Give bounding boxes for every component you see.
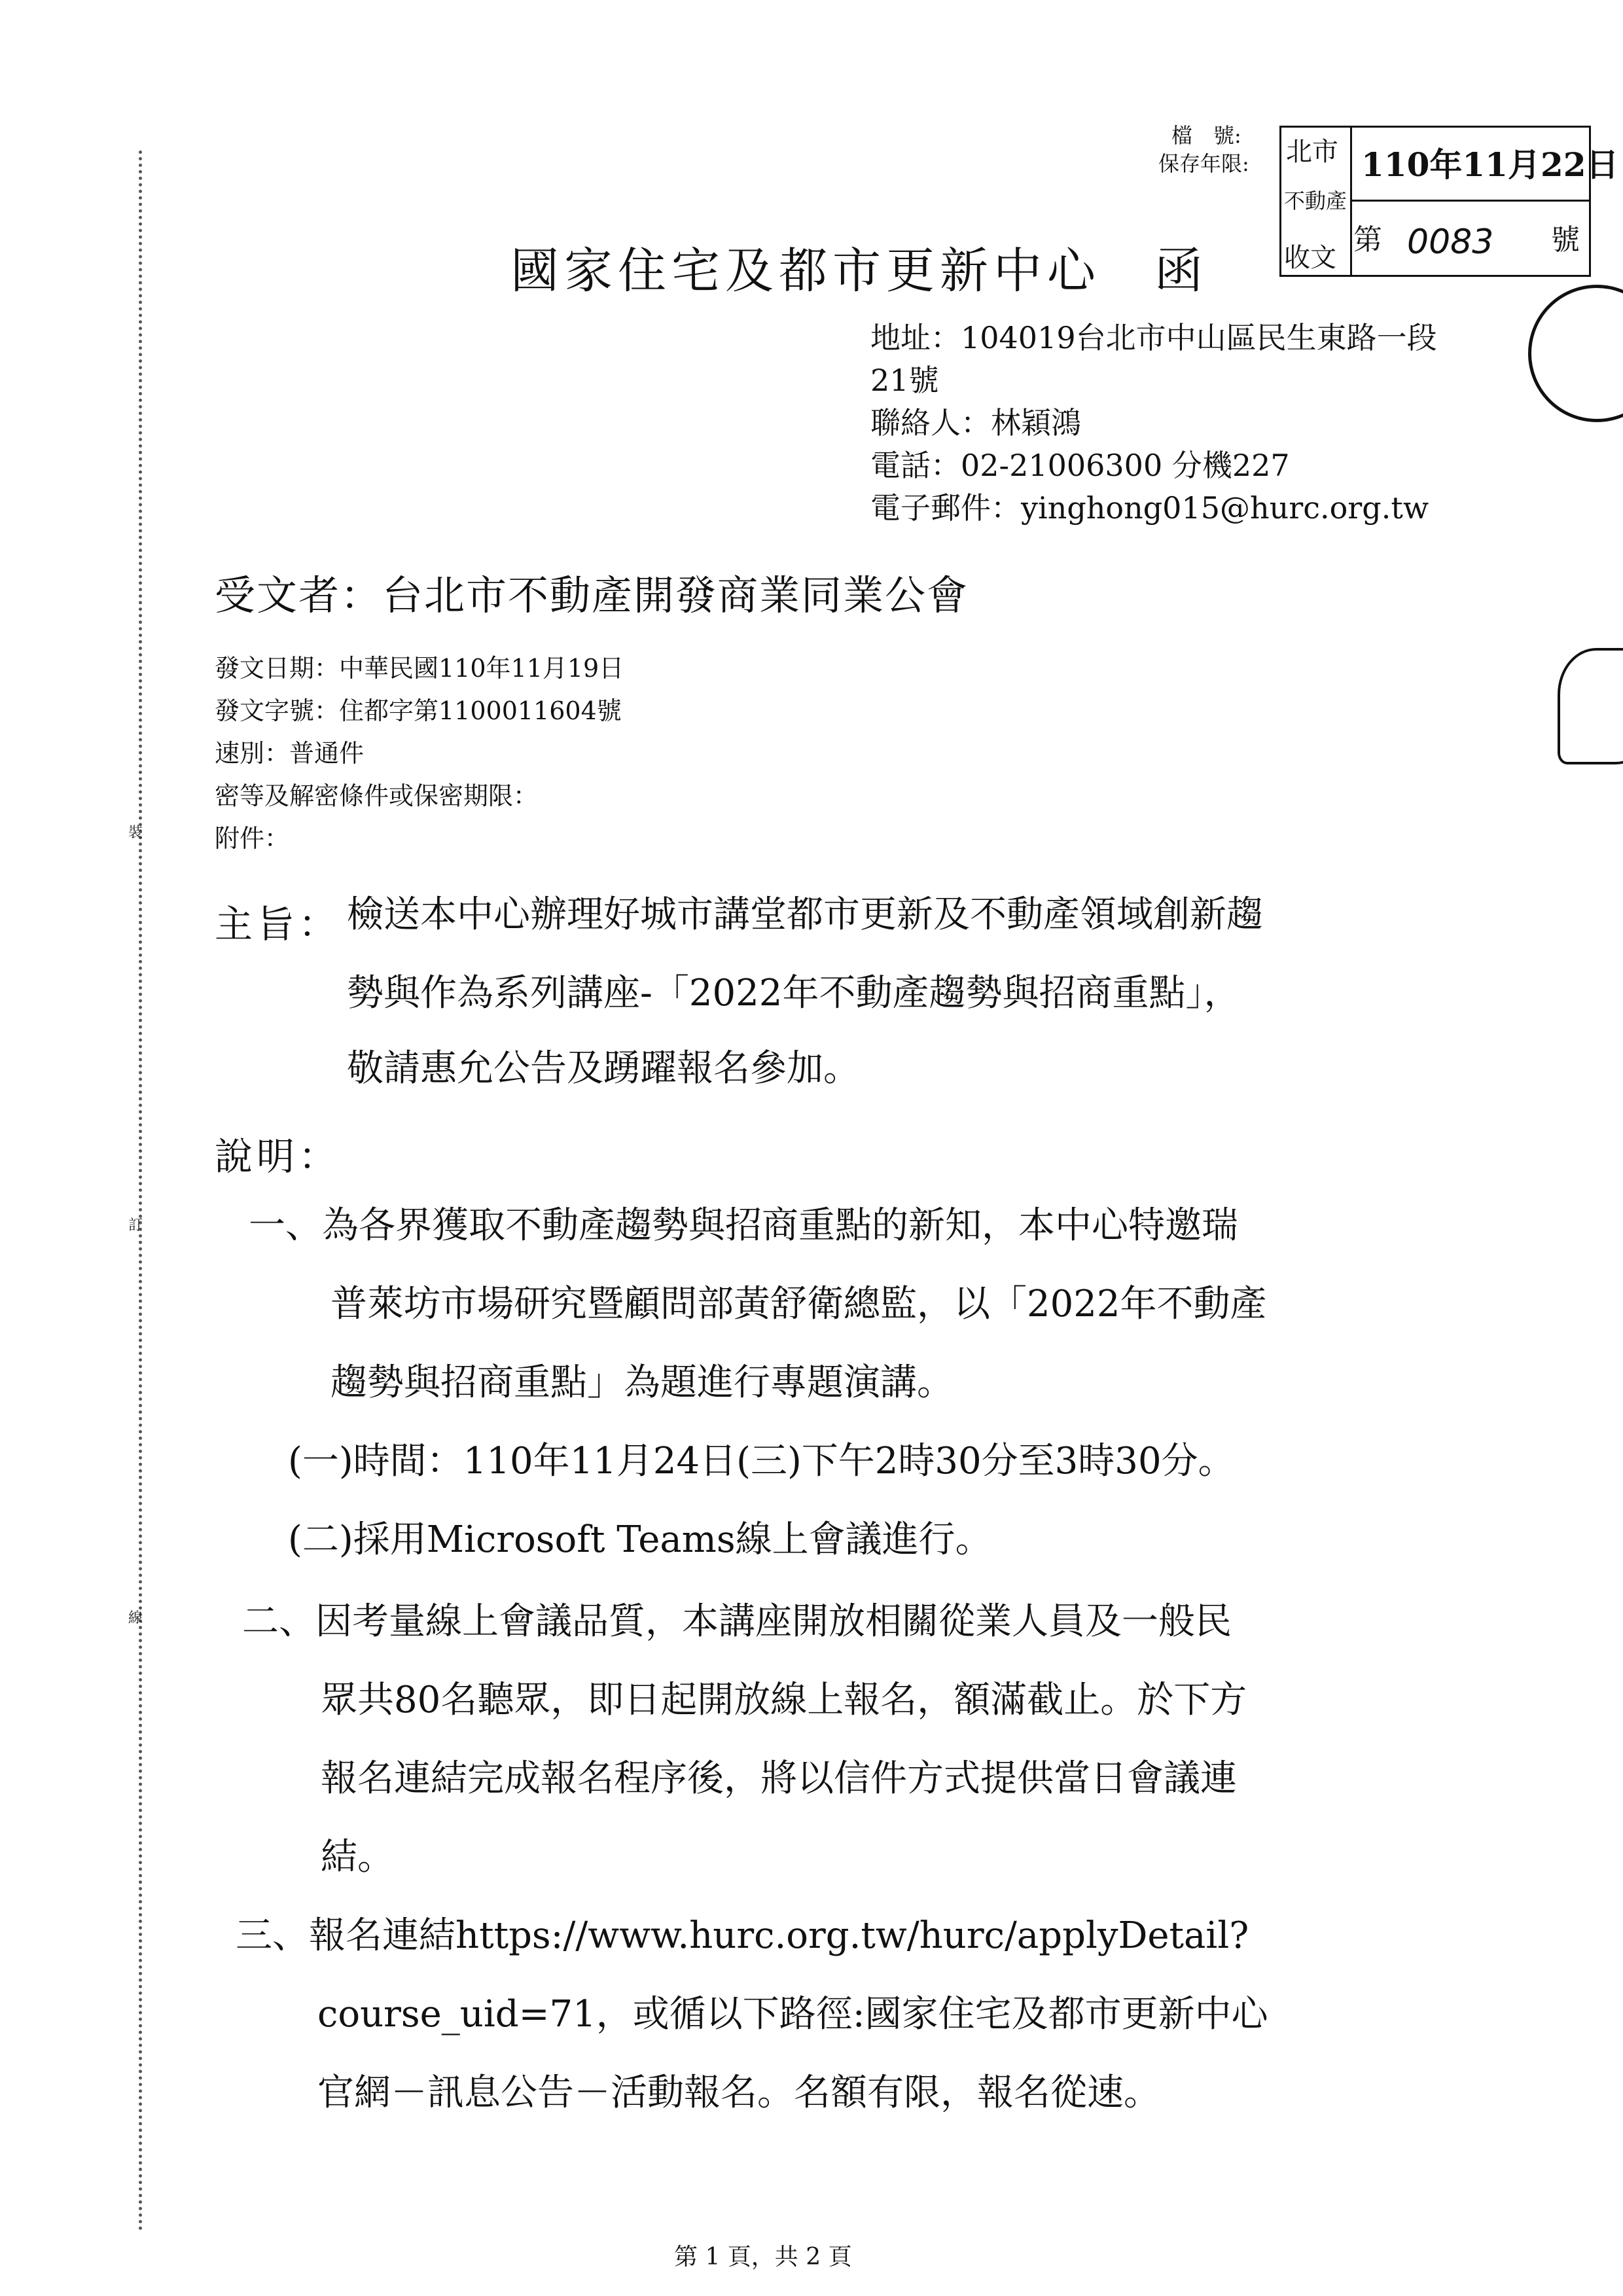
file-number-label: 檔 號: bbox=[1171, 123, 1241, 148]
recipient: 受文者：台北市不動產開發商業同業公會 bbox=[215, 571, 969, 619]
stamp-no-suffix: 號 bbox=[1551, 223, 1580, 257]
binding-mark-1: 裝 bbox=[128, 825, 143, 841]
issue-number: 發文字號：住都字第1100011604號 bbox=[215, 696, 622, 725]
item1-line-1: 一、為各界獲取不動產趨勢與招商重點的新知，本中心特邀瑞 bbox=[249, 1204, 1238, 1247]
item2-line-2: 眾共80名聽眾，即日起開放線上報名，額滿截止。於下方 bbox=[321, 1679, 1247, 1721]
secrecy: 密等及解密條件或保密期限： bbox=[215, 781, 539, 810]
item1-line-3: 趨勢與招商重點」為題進行專題演講。 bbox=[330, 1361, 954, 1404]
explanation-label: 說明： bbox=[215, 1134, 341, 1179]
seal-stamp bbox=[1528, 285, 1623, 422]
binding-mark-3: 線 bbox=[128, 1610, 143, 1626]
page-number: 第 1 頁，共 2 頁 bbox=[674, 2244, 852, 2270]
contact-address-2: 21號 bbox=[870, 363, 939, 398]
issue-date: 發文日期：中華民國110年11月19日 bbox=[215, 654, 624, 683]
item1-line-2: 普萊坊市場研究暨顧問部黃舒衛總監，以「2022年不動產 bbox=[330, 1283, 1267, 1325]
stamp-no-prefix: 第 bbox=[1353, 223, 1382, 257]
binding-mark-2: 訂 bbox=[128, 1217, 143, 1234]
subject-line-1: 檢送本中心辦理好城市講堂都市更新及不動產領域創新趨 bbox=[347, 893, 1263, 936]
item2-line-4: 結。 bbox=[321, 1836, 394, 1878]
stamp-no-value: 0083 bbox=[1407, 223, 1494, 262]
document-title: 國家住宅及都市更新中心 函 bbox=[510, 243, 1208, 299]
stamp-org-line2: 不動產 bbox=[1284, 188, 1347, 213]
speed: 速別：普通件 bbox=[215, 739, 365, 768]
retention-label: 保存年限: bbox=[1158, 151, 1249, 176]
item2-line-1: 二、因考量線上會議品質，本講座開放相關從業人員及一般民 bbox=[242, 1600, 1232, 1643]
subject-label: 主旨： bbox=[215, 902, 341, 946]
stamp-date: 110年11月22日 bbox=[1361, 145, 1619, 184]
seal-stamp-2 bbox=[1558, 648, 1623, 764]
binding-line bbox=[139, 151, 142, 2232]
contact-address-1: 地址：104019台北市中山區民生東路一段 bbox=[870, 320, 1437, 355]
item1-sub-1: (一)時間：110年11月24日(三)下午2時30分至3時30分。 bbox=[288, 1440, 1235, 1482]
item3-line-2: course_uid=71，或循以下路徑:國家住宅及都市更新中心 bbox=[317, 1993, 1268, 2036]
item3-line-3: 官網－訊息公告－活動報名。名額有限，報名從速。 bbox=[317, 2072, 1160, 2114]
contact-person: 聯絡人：林穎鴻 bbox=[870, 405, 1081, 440]
stamp-org-line1: 北市 bbox=[1286, 137, 1338, 167]
subject-line-2: 勢與作為系列講座-「2022年不動產趨勢與招商重點」， bbox=[347, 972, 1241, 1014]
attachment: 附件： bbox=[215, 824, 290, 853]
contact-phone: 電話：02-21006300 分機227 bbox=[870, 448, 1290, 483]
contact-email: 電子郵件：yinghong015@hurc.org.tw bbox=[870, 490, 1429, 526]
subject-line-3: 敬請惠允公告及踴躍報名參加。 bbox=[347, 1047, 860, 1090]
item1-sub-2: (二)採用Microsoft Teams線上會議進行。 bbox=[288, 1518, 992, 1561]
item3-line-1: 三、報名連結https://www.hurc.org.tw/hurc/applyDetail? bbox=[236, 1914, 1249, 1957]
stamp-received: 收文 bbox=[1284, 243, 1336, 273]
item2-line-3: 報名連結完成報名程序後，將以信件方式提供當日會議連 bbox=[321, 1757, 1237, 1800]
